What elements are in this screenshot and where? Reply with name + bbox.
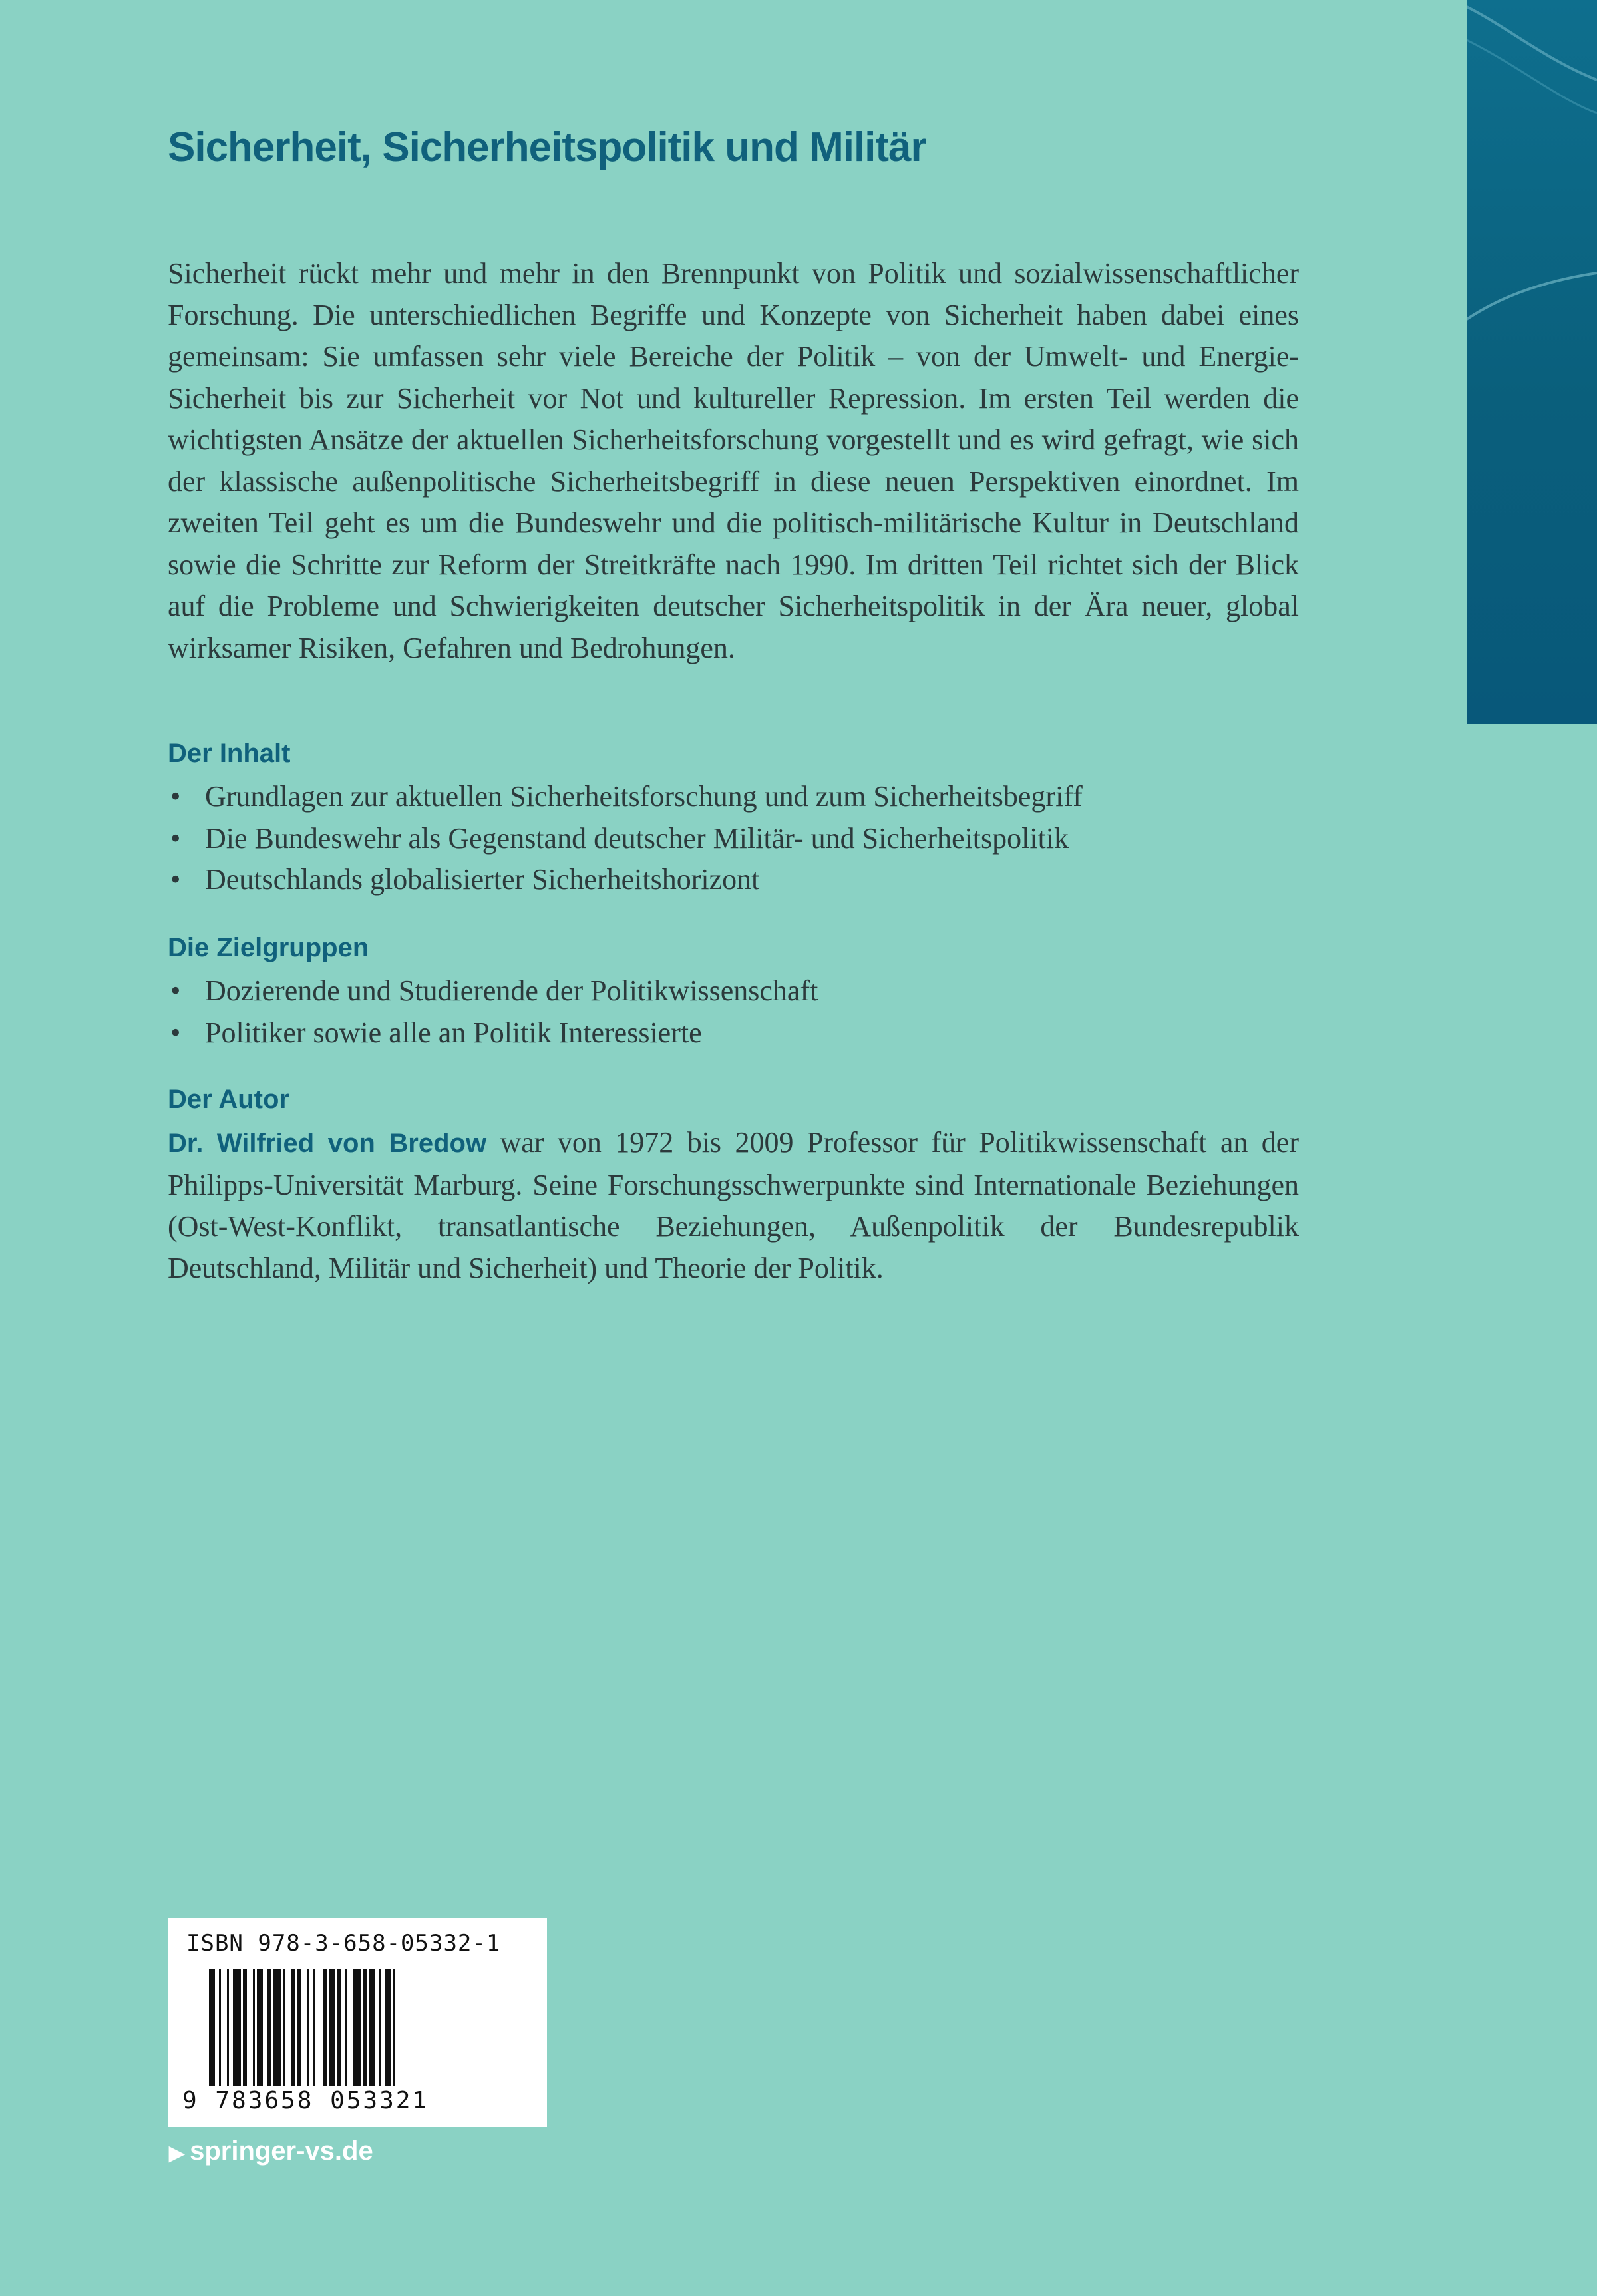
play-arrow-icon: ▶	[169, 2142, 185, 2164]
list-item: • Die Bundeswehr als Gegenstand deutscher Militär- und Sicherheitspolitik	[170, 821, 1069, 855]
intro-paragraph: Sicherheit rückt mehr und mehr in den Brennpunkt von Politik und sozialwissenschaftlicher Forschung. Die unterschiedlichen Begriffe und Konzepte von Sicherheit haben dabei eines gemeinsam: Sie umfassen sehr viele Bereiche der Politik – von der Umwelt- und Energie-Sicherheit bis zur Sicherheit vor Not und kultureller Repression. Im ersten Teil werden die wichtigsten Ansätze der aktuellen Sicherheitsforschung vorgestellt und es wird gefragt, wie sich der klassische außenpolitische Sicherheitsbegriff in diese neuen Perspektiven einordnet. Im zweiten Teil geht es um die Bundeswehr und die politisch-militärische Kultur in Deutschland sowie die Schritte zur Reform der Streitkräfte nach 1990. Im dritten Teil richtet sich der Blick auf die Probleme und Schwierigkeiten deutscher Sicherheitspolitik in der Ära neuer, global wirksamer Risiken, Gefahren und Bedrohungen.	[168, 257, 1299, 664]
author-bio: war von 1972 bis 2009 Professor für Politikwissenschaft an der Philipps-Universität Marburg. Seine Forschungsschwerpunkte sind Internationale Beziehungen (Ost-West-Konflikt, transatlantische Beziehungen, Außenpolitik der Bundesrepublik Deutschland, Militär und Sicherheit) und Theorie der Politik.	[168, 1126, 1299, 1284]
list-item: • Grundlagen zur aktuellen Sicherheitsforschung und zum Sicherheitsbegriff	[170, 780, 1083, 813]
inhalt-heading: Der Inhalt	[168, 739, 291, 768]
zielgruppen-list	[168, 970, 1432, 1053]
barcode-digits: 9 783658 053321	[182, 2087, 429, 2114]
publisher-url: springer-vs.de	[190, 2136, 373, 2166]
corner-decoration	[1467, 0, 1597, 724]
author-name: Dr. Wilfried von Bredow	[168, 1129, 487, 1158]
list-item: • Dozierende und Studierende der Politikwissenschaft	[170, 974, 818, 1007]
author-paragraph	[168, 1122, 1299, 1289]
publisher-link[interactable]	[169, 2136, 373, 2166]
isbn-barcode-box	[168, 1918, 547, 2127]
inhalt-list	[168, 776, 1432, 901]
zielgruppen-heading: Die Zielgruppen	[168, 933, 369, 962]
list-item: • Politiker sowie alle an Politik Interessierte	[170, 1016, 702, 1049]
isbn-label: ISBN 978-3-658-05332-1	[186, 1930, 501, 1957]
autor-heading: Der Autor	[168, 1085, 289, 1114]
book-title: Sicherheit, Sicherheitspolitik und Militär	[168, 124, 926, 170]
list-item: • Deutschlands globalisierter Sicherheitshorizont	[170, 863, 760, 896]
